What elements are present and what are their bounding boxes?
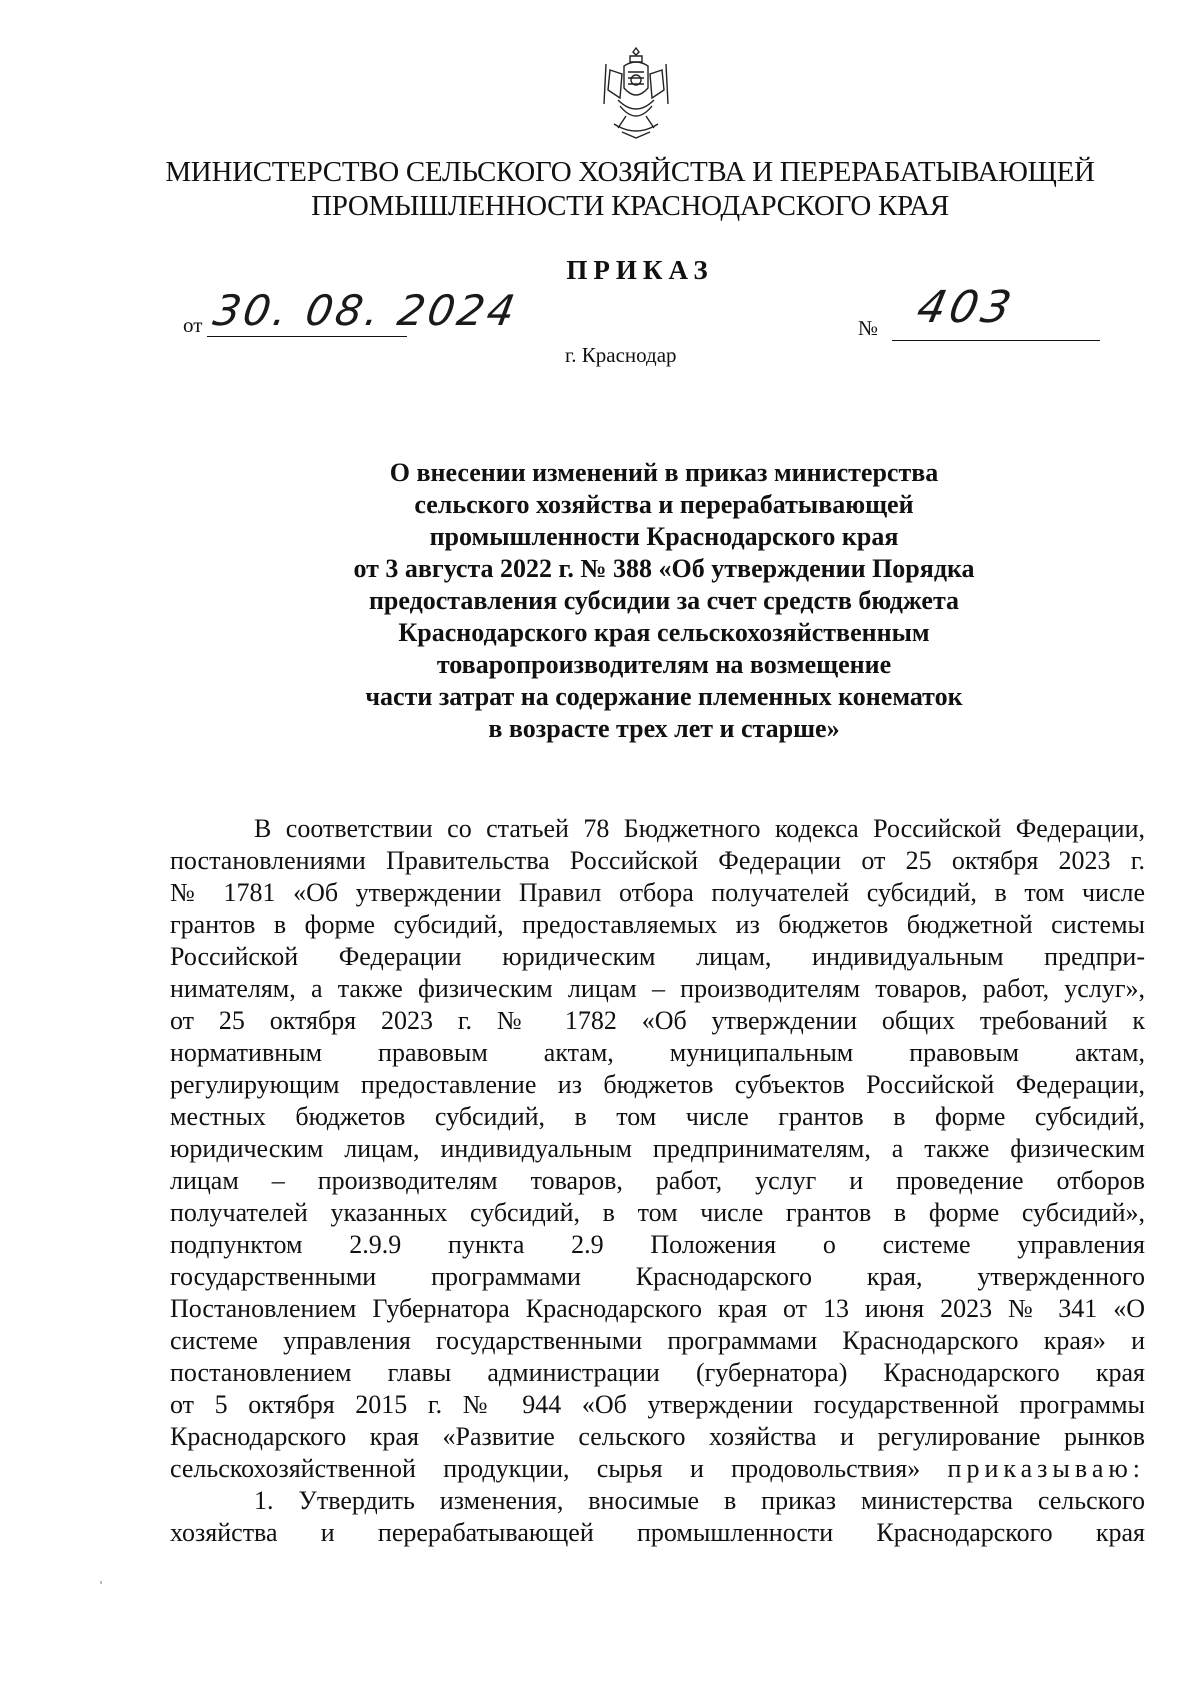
body-line: постановлениями Правительства Российской Федерации от 25 октября 2023 г. bbox=[170, 846, 1145, 875]
handwritten-date: 30. 08. 2024 bbox=[209, 286, 522, 335]
body-line-order bbox=[170, 1453, 1145, 1485]
body-line: грантов в форме субсидий, предоставляемых из бюджетов бюджетной системы bbox=[170, 910, 1145, 939]
handwritten-number: 403 bbox=[912, 282, 1020, 333]
coat-of-arms-emblem bbox=[596, 44, 676, 144]
heading-line: промышленности Краснодарского края bbox=[429, 522, 899, 551]
number-prefix: № bbox=[858, 316, 879, 340]
heading-line: товаропроизводителям на возмещение bbox=[436, 650, 892, 679]
body-line: нимателям, а также физическим лицам – производителям товаров, работ, услуг», bbox=[170, 974, 1145, 1003]
body-line: от 5 октября 2015 г. № 944 «Об утверждении государственной программы bbox=[170, 1390, 1145, 1419]
body-line: от 25 октября 2023 г. № 1782 «Об утверждении общих требований к bbox=[170, 1006, 1145, 1035]
number-underline bbox=[892, 340, 1100, 341]
scan-margin-mark bbox=[100, 1581, 102, 1584]
body-line: Российской Федерации юридическим лицам, индивидуальным предпри- bbox=[170, 942, 1145, 971]
ministry-name-line-2: ПРОМЫШЛЕННОСТИ КРАСНОДАРСКОГО КРАЯ bbox=[311, 190, 949, 222]
body-line: получателей указанных субсидий, в том числе грантов в форме субсидий», bbox=[170, 1198, 1145, 1227]
body-line-text: сельскохозяйственной продукции, сырья и продовольствия» bbox=[170, 1454, 921, 1483]
body-line: юридическим лицам, индивидуальным предпринимателям, а также физическим bbox=[170, 1134, 1145, 1163]
body-line: № 1781 «Об утверждении Правил отбора получателей субсидий, в том числе bbox=[170, 878, 1145, 907]
ministry-name-line-1: МИНИСТЕРСТВО СЕЛЬСКОГО ХОЗЯЙСТВА И ПЕРЕРАБАТЫВАЮЩЕЙ bbox=[165, 156, 1095, 188]
document-type-title: ПРИКАЗ bbox=[566, 255, 714, 285]
heading-line: в возрасте трех лет и старше» bbox=[488, 714, 840, 743]
body-line: местных бюджетов субсидий, в том числе грантов в форме субсидий, bbox=[170, 1102, 1145, 1131]
body-line: государственными программами Краснодарского края, утвержденного bbox=[170, 1262, 1145, 1291]
body-line: нормативным правовым актам, муниципальным правовым актам, bbox=[170, 1038, 1145, 1067]
body-line: регулирующим предоставление из бюджетов субъектов Российской Федерации, bbox=[170, 1070, 1145, 1099]
item-1-line-2: хозяйства и перерабатывающей промышленности Краснодарского края bbox=[170, 1518, 1145, 1547]
heading-line: от 3 августа 2022 г. № 388 «Об утверждении Порядка bbox=[353, 554, 975, 583]
body-line: постановлением главы администрации (губернатора) Краснодарского края bbox=[170, 1358, 1145, 1387]
item-1-line-1: 1. Утвердить изменения, вносимые в приказ министерства сельского bbox=[254, 1486, 1145, 1515]
heading-line: части затрат на содержание племенных конематок bbox=[365, 682, 963, 711]
date-prefix: от bbox=[183, 313, 203, 337]
order-heading bbox=[300, 457, 1028, 745]
body-line: В соответствии со статьей 78 Бюджетного кодекса Российской Федерации, bbox=[254, 814, 1145, 843]
body-line: лицам – производителям товаров, работ, услуг и проведение отборов bbox=[170, 1166, 1145, 1195]
city-label: г. Краснодар bbox=[565, 343, 677, 367]
order-word: приказываю: bbox=[947, 1454, 1145, 1483]
heading-line: Краснодарского края сельскохозяйственным bbox=[398, 618, 930, 647]
heading-line: сельского хозяйства и перерабатывающей bbox=[414, 490, 914, 519]
heading-line: предоставления субсидии за счет средств бюджета bbox=[368, 586, 960, 615]
order-body-text bbox=[170, 813, 1145, 1549]
heading-line: О внесении изменений в приказ министерства bbox=[389, 458, 939, 487]
body-line: системе управления государственными программами Краснодарского края» и bbox=[170, 1326, 1145, 1355]
body-line: подпунктом 2.9.9 пункта 2.9 Положения о системе управления bbox=[170, 1230, 1145, 1259]
body-line: Краснодарского края «Развитие сельского хозяйства и регулирование рынков bbox=[170, 1422, 1145, 1451]
date-underline bbox=[207, 336, 407, 337]
body-line: Постановлением Губернатора Краснодарского края от 13 июня 2023 № 341 «О bbox=[170, 1294, 1145, 1323]
